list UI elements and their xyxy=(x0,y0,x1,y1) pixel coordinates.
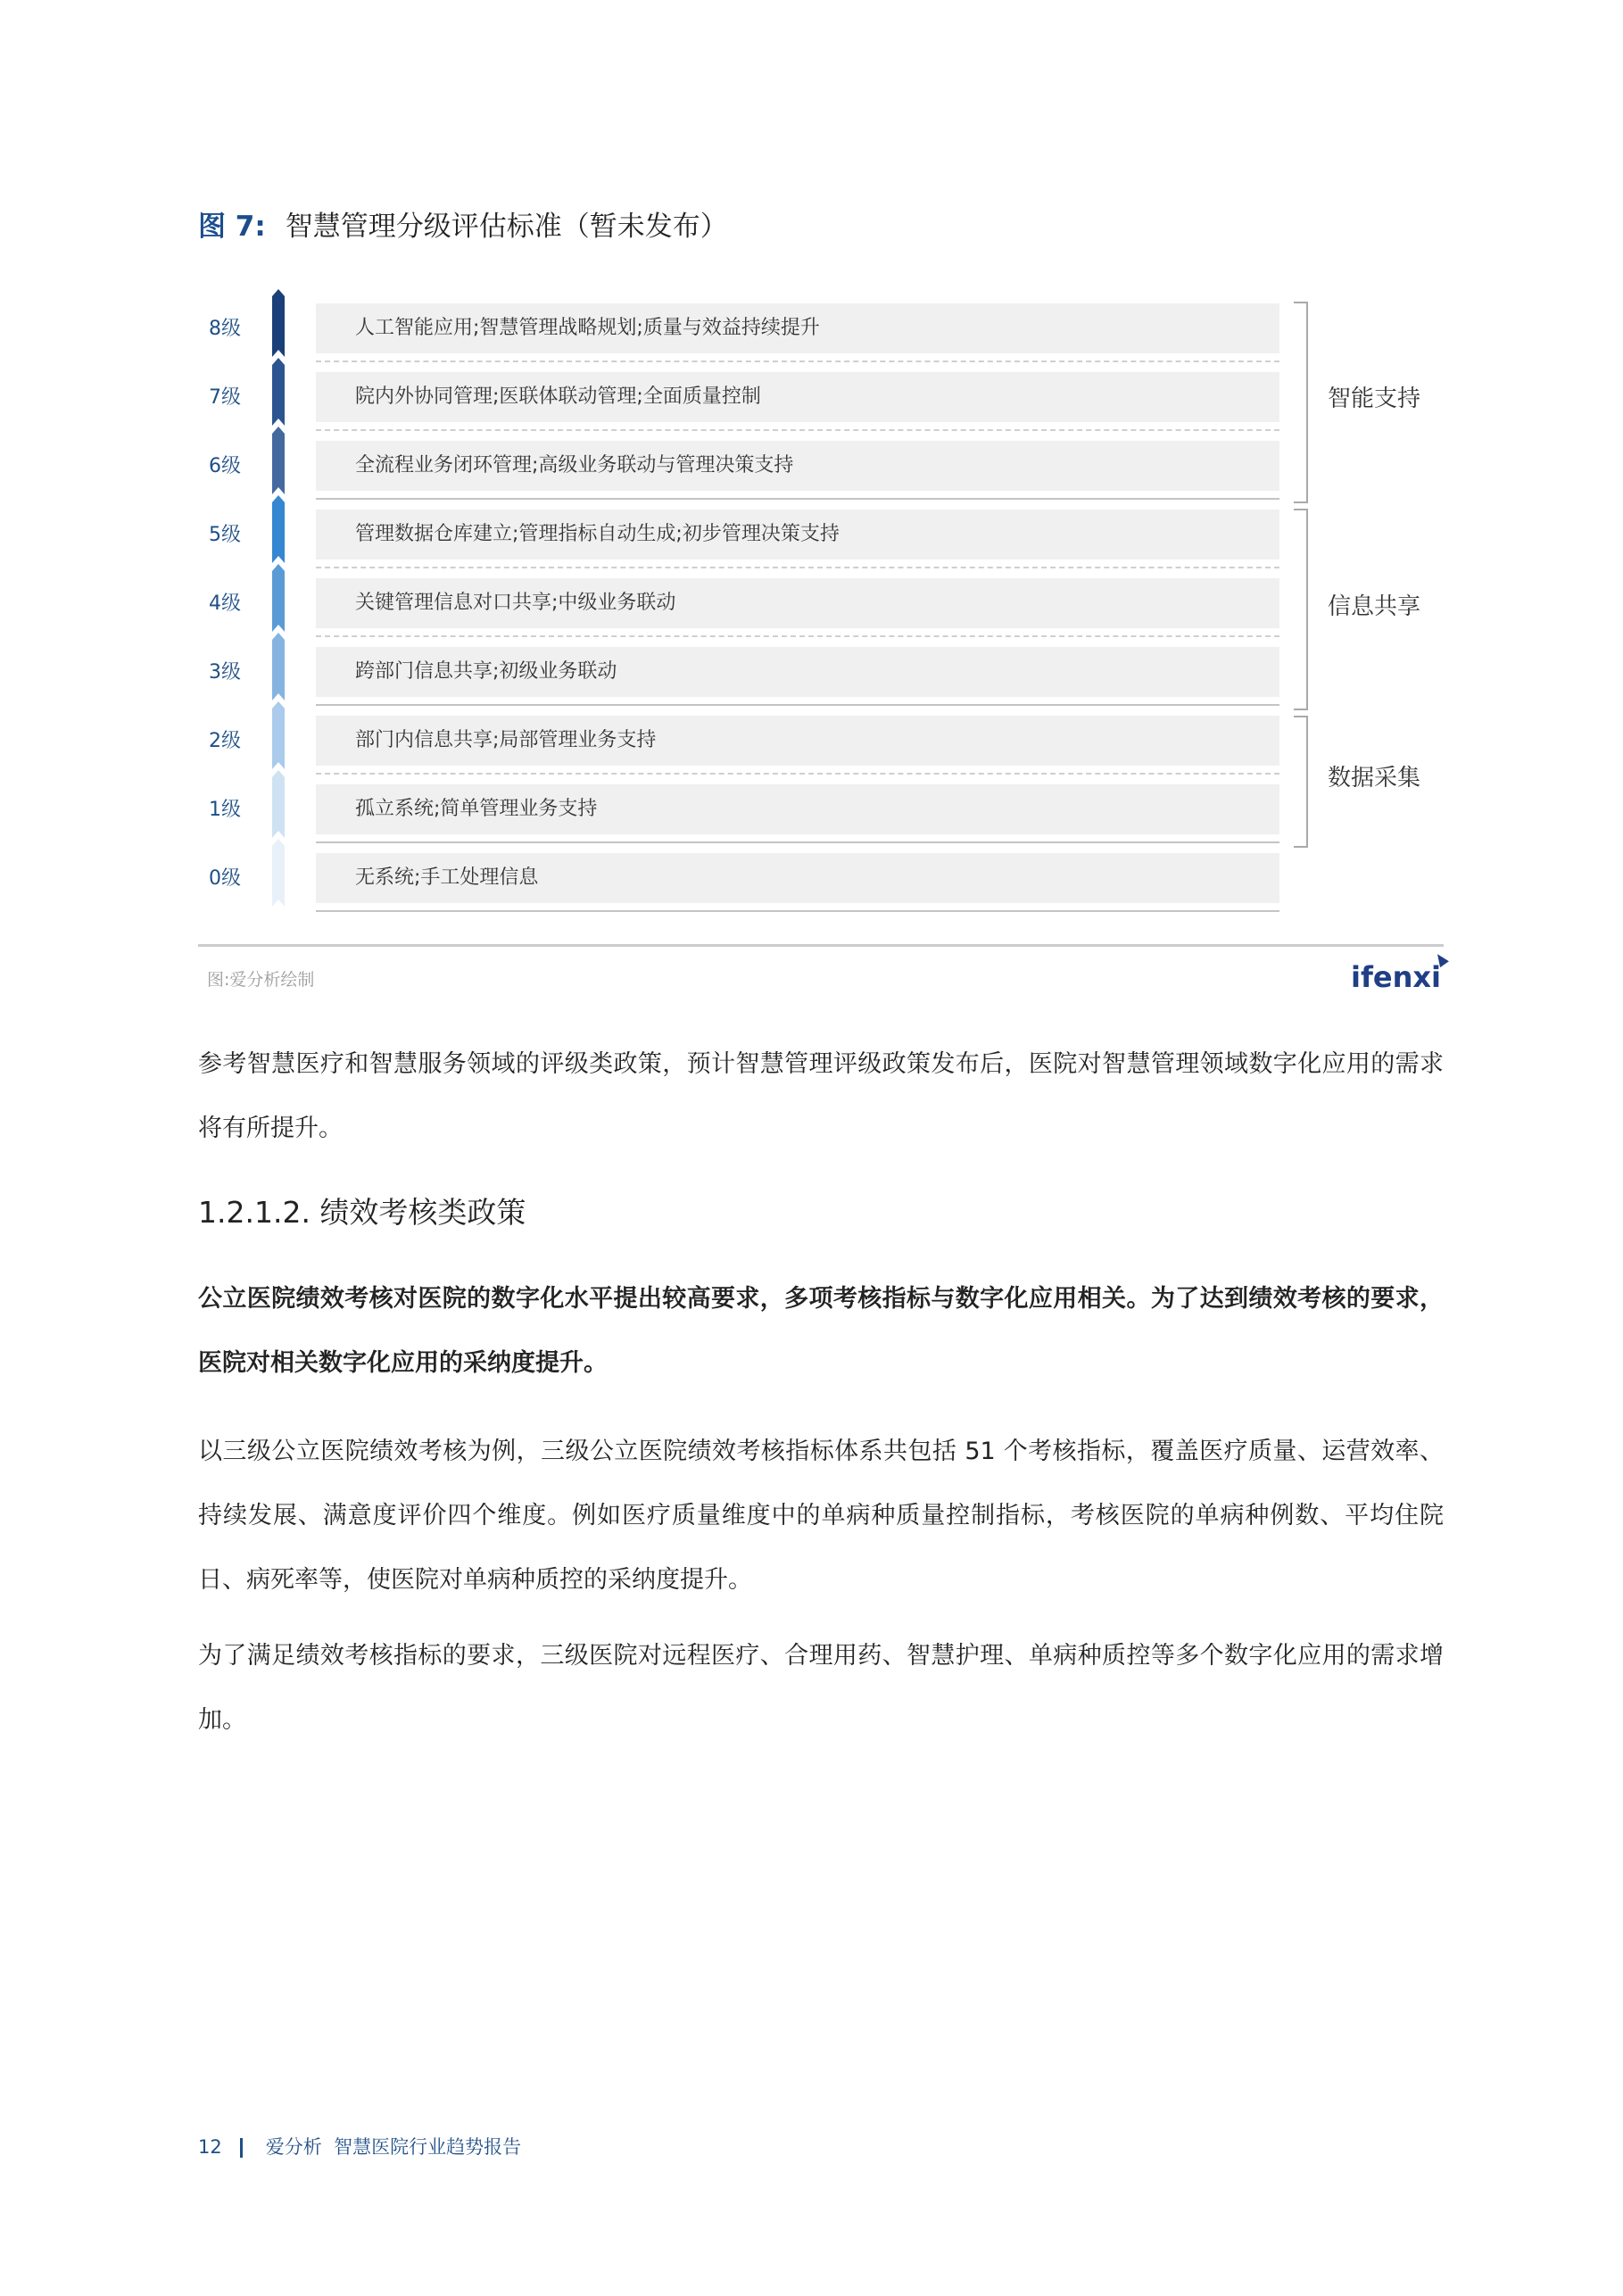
row-divider xyxy=(316,429,1279,431)
level-row-0 xyxy=(198,844,1444,914)
level-row-7 xyxy=(198,363,1444,433)
level-row-1 xyxy=(198,775,1444,845)
footer-divider xyxy=(240,2138,243,2158)
arrow-segment-icon xyxy=(272,358,285,429)
arrow-segment-icon xyxy=(272,495,285,567)
level-label: 5级 xyxy=(209,524,241,546)
row-divider xyxy=(316,361,1279,362)
group-bracket-info-sharing xyxy=(1294,509,1308,710)
level-label: 1级 xyxy=(209,799,241,821)
arrow-segment-icon xyxy=(272,701,285,773)
footer-brand: 爱分析 xyxy=(265,2136,322,2158)
level-row-8 xyxy=(198,294,1444,364)
level-label: 6级 xyxy=(209,455,241,477)
row-divider xyxy=(316,773,1279,775)
level-label: 2级 xyxy=(209,730,241,752)
level-description: 孤立系统;简单管理业务支持 xyxy=(355,798,598,820)
arrow-segment-icon xyxy=(272,633,285,704)
level-description-bar xyxy=(316,716,1279,766)
page-number: 12 xyxy=(198,2136,222,2158)
paragraph-4: 为了满足绩效考核指标的要求，三级医院对远程医疗、合理用药、智慧护理、单病种质控等多个数字化应用的需求增加。 xyxy=(198,1642,1444,1734)
row-divider xyxy=(316,841,1279,843)
arrow-segment-icon xyxy=(272,564,285,635)
row-divider xyxy=(316,498,1279,500)
paragraph-2-bold: 公立医院绩效考核对医院的数字化水平提出较高要求，多项考核指标与数字化应用相关。为了达到绩效考核的要求，医院对相关数字化应用的采纳度提升。 xyxy=(198,1285,1444,1377)
row-divider xyxy=(316,910,1279,912)
group-bracket-intelligent-support xyxy=(1294,302,1308,503)
figure-number: 图 7: xyxy=(198,211,266,243)
arrow-segment-icon xyxy=(272,427,285,498)
figure-source: 图:爱分析绘制 xyxy=(207,970,315,990)
level-row-6 xyxy=(198,432,1444,501)
arrow-segment-icon xyxy=(272,289,285,361)
level-description: 关键管理信息对口共享;中级业务联动 xyxy=(355,592,676,614)
paragraph-1: 参考智慧医疗和智慧服务领域的评级类政策，预计智慧管理评级政策发布后，医院对智慧管理领域数字化应用的需求将有所提升。 xyxy=(198,1050,1444,1142)
group-label-intelligent-support: 智能支持 xyxy=(1328,385,1421,412)
maturity-level-diagram xyxy=(198,294,1444,919)
level-label: 8级 xyxy=(209,318,241,340)
level-description: 无系统;手工处理信息 xyxy=(355,866,539,889)
level-description: 人工智能应用;智慧管理战略规划;质量与效益持续提升 xyxy=(355,317,820,339)
level-description-bar xyxy=(316,647,1279,697)
level-row-2 xyxy=(198,707,1444,776)
level-description: 管理数据仓库建立;管理指标自动生成;初步管理决策支持 xyxy=(355,523,840,545)
group-label-data-collection: 数据采集 xyxy=(1328,765,1421,792)
page-footer xyxy=(198,2133,521,2159)
arrow-segment-icon xyxy=(272,770,285,841)
section-heading: 1.2.1.2. 绩效考核类政策 xyxy=(198,1195,526,1230)
logo-text: ifenxi xyxy=(1351,960,1441,994)
level-label: 0级 xyxy=(209,867,241,890)
level-description-bar xyxy=(316,441,1279,491)
row-divider xyxy=(316,567,1279,568)
level-description: 院内外协同管理;医联体联动管理;全面质量控制 xyxy=(355,385,761,408)
group-label-info-sharing: 信息共享 xyxy=(1328,593,1421,620)
level-description: 部门内信息共享;局部管理业务支持 xyxy=(355,729,657,751)
arrow-segment-icon xyxy=(272,839,285,910)
figure-divider xyxy=(198,944,1444,947)
level-description-bar xyxy=(316,578,1279,628)
row-divider xyxy=(316,704,1279,706)
level-description-bar xyxy=(316,303,1279,353)
level-description-bar xyxy=(316,853,1279,903)
level-description: 跨部门信息共享;初级业务联动 xyxy=(355,660,617,683)
level-row-3 xyxy=(198,638,1444,708)
level-label: 4级 xyxy=(209,593,241,615)
level-description-bar xyxy=(316,784,1279,834)
level-label: 3级 xyxy=(209,661,241,684)
level-label: 7级 xyxy=(209,386,241,409)
level-description-bar xyxy=(316,510,1279,559)
ifenxi-logo xyxy=(1351,960,1441,994)
row-divider xyxy=(316,635,1279,637)
level-description: 全流程业务闭环管理;高级业务联动与管理决策支持 xyxy=(355,454,794,477)
figure-title-text: 智慧管理分级评估标准（暂未发布） xyxy=(285,211,728,243)
paragraph-3: 以三级公立医院绩效考核为例，三级公立医院绩效考核指标体系共包括 51 个考核指标，覆盖医疗质量、运营效率、持续发展、满意度评价四个维度。例如医疗质量维度中的单病种质量控制指标，考核医院的单病种例数、平均住院日、病死率等，使医院对单病种质控的采纳度提升。 xyxy=(198,1438,1444,1594)
group-bracket-data-collection xyxy=(1294,716,1308,848)
level-description-bar xyxy=(316,372,1279,422)
footer-report-title: 智慧医院行业趋势报告 xyxy=(334,2136,522,2158)
figure-title xyxy=(198,209,728,245)
level-row-5 xyxy=(198,501,1444,570)
level-row-4 xyxy=(198,569,1444,639)
